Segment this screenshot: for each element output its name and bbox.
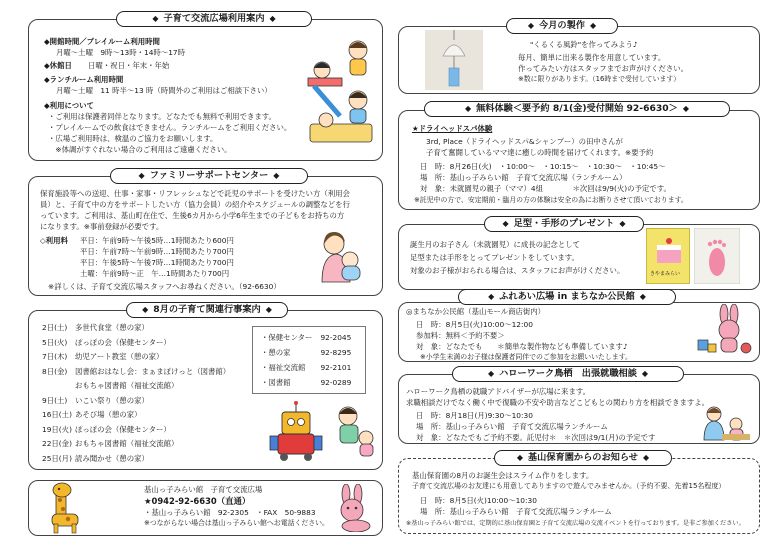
footprint-header (484, 216, 644, 232)
trial-place: 場 所：基山っ子みらい館 子育て交流広場（ランチルーム） (420, 173, 627, 182)
diamond-icon: ◆ (502, 219, 509, 228)
fee-line: 平日：午後5時～午後7時…1時間あたり700円 (80, 258, 234, 267)
event-text: おもちゃ図書館（福祉交流館） (74, 381, 179, 391)
event-text: ぽっぽの会（保健センター） (74, 424, 171, 434)
diamond-icon: ◆ (487, 369, 495, 378)
hellowork-date: 日 時：8月18日(月)9:30～10:30 (416, 411, 533, 420)
usage-line: ・プレイルームでの飲食はできません。ランチルームをご利用ください。 (48, 123, 292, 132)
facility-row (261, 331, 357, 344)
family-support-header (110, 168, 308, 184)
diamond-icon: ◆ (269, 14, 276, 23)
fureai-target: 対 象：どなたでも ＊簡単な製作物なども準備しています♪ (416, 342, 628, 351)
closed-value: 日曜・祝日・年末・年始 (88, 61, 170, 70)
hellowork-header (452, 366, 684, 382)
fureai-fee: 参加料：無料＜予約不要＞ (416, 331, 505, 340)
event-row (42, 321, 233, 336)
diamond-icon: ◆ (152, 14, 159, 23)
hellowork-place: 場 所：基山っ子みらい館 子育て交流広場ランチルーム (416, 422, 608, 431)
event-date: 9日(土) (42, 395, 68, 405)
craft-line: "くるくる風鈴"を作ってみよう♪ (530, 40, 638, 49)
nursery-note: ※基山っ子みらい館では、定期的に基山保育園と子育て交流広場の交流イベントを行っております。是非ご参加ください。 (406, 520, 745, 527)
diamond-icon: ◆ (589, 21, 597, 30)
hellowork-lead: 求職相談だけでなく働く中で復職の不安や助言などこどもとの関わり方を相談できますよ。 (406, 398, 710, 407)
event-text: 多世代食堂（憩の家） (74, 323, 149, 333)
nursery-date: 日 時：8月5日(火)10:00～10:30 (420, 496, 537, 505)
diamond-icon: ◆ (142, 305, 149, 314)
nursery-lead: 子育て交流広場のお友達にも用意してありますので遊んでみませんか。（予約不要、先着15名程度） (412, 482, 726, 490)
event-row (42, 437, 233, 452)
diamond-icon: ◆ (273, 171, 280, 180)
event-row (42, 336, 233, 351)
event-date: 8日(金) (42, 366, 68, 376)
contact-line: ・基山っ子みらい館 92-2305 ・FAX 50-9883 (144, 508, 316, 517)
diamond-icon: ◆ (464, 104, 472, 113)
event-row (42, 350, 233, 365)
facility-tel: 92-0289 (320, 377, 352, 387)
footprint-card-text: きやまみらい (650, 271, 681, 277)
footprint-line: 誕生月のお子さん（未就園児）に成長の記念として (410, 240, 580, 249)
trial-header (424, 101, 730, 117)
trial-note: ※託児中の方で、安定期前・臨月の方の体験は安全の為にお断りさせて頂いております。 (414, 196, 688, 204)
facility-row (261, 346, 357, 359)
craft-line: 作ってみたい方はスタッフまでお声がけください。 (518, 64, 688, 73)
fureai-subtitle: ◎まちなか公民館（基山モール商店街内） (406, 307, 546, 316)
fee-line: 土曜：午前9時～正 午…1時間あたり700円 (80, 269, 230, 278)
footprint-line: 対象のお子様がおられる場合は、スタッフにお声がけください。 (410, 266, 625, 275)
event-text: 幼児アート教室（憩の家） (74, 352, 164, 362)
cake-icon (647, 231, 691, 271)
diamond-icon: ◆ (138, 171, 145, 180)
event-row (42, 365, 233, 380)
lunch-line: 月曜～土曜 11 時半～13 時（時間外のご利用はご相談下さい） (56, 86, 272, 95)
event-text: 読み聞かせ（憩の家） (74, 453, 149, 463)
diamond-icon: ◆ (265, 305, 272, 314)
bunny-illustration (332, 484, 376, 532)
kids-playing-illustration (300, 38, 380, 146)
footprint-line: 足型または手形をとってプレゼントをしています。 (410, 253, 579, 262)
lunch-title: ◆ランチルーム利用時間 (44, 75, 124, 84)
mother-child-illustration (700, 404, 752, 442)
event-text: ぽっぽの会（保健センター） (74, 337, 171, 347)
event-date: 19日(火) (42, 424, 72, 434)
trial-lead: 3rd, Place（ドライヘッドスパ&シャンプー）の田中さんが (426, 137, 623, 146)
diamond-icon: ◆ (642, 453, 650, 462)
facility-row (261, 376, 357, 389)
nursery-place: 場 所：基山っ子みらい館 子育て交流広場ランチルーム (420, 507, 612, 516)
event-date: 22日(金) (42, 439, 72, 449)
footprint-print-photo (694, 228, 740, 284)
event-date: 7日(木) (42, 352, 68, 362)
trial-date: 日 時：8月26日(火) ・10:00～ ・10:15～ ・10:30～ ・10:45～ (420, 162, 666, 171)
hours-title: ◆開館時間／プレイルーム利用時間 (44, 37, 160, 46)
event-date: 25日(月) (42, 453, 72, 463)
diamond-icon: ◆ (682, 104, 690, 113)
contact-note: ※つながらない場合は基山っ子みらい館へお電話ください。 (144, 519, 329, 527)
hellowork-title: ハローワーク鳥栖 出張就職相談 (499, 368, 637, 379)
hellowork-lead: ハローワーク鳥栖の就職アドバイザーが広場に来ます。 (406, 387, 591, 396)
facility-tel: 92-2101 (320, 362, 352, 372)
craft-line: 毎月、簡単に出来る製作を用意しています。 (518, 53, 666, 62)
trial-target: 対 象：未就園児の親子（ママ）4組 ＊次回は9/9(火)の予定です。 (420, 184, 671, 193)
family-desc-line: になります。※事前登録が必要です。 (40, 222, 164, 231)
facility-row (261, 361, 357, 374)
wind-chime-photo (425, 30, 483, 90)
event-date: 5日(火) (42, 337, 68, 347)
facility-name: ・憩の家 (261, 347, 291, 357)
diamond-icon: ◆ (516, 453, 523, 462)
craft-line: ※数に限りがあります。（16時まで受付しています） (518, 75, 681, 83)
event-date: 16日(土) (42, 410, 72, 420)
plaza-info-title: 子育て交流広場利用案内 (163, 13, 265, 24)
family-note: ※詳しくは、子育て交流広場スタッフへお尋ねください。（92-6630） (48, 282, 281, 291)
facility-tel: 92-2045 (320, 332, 352, 342)
giraffe-illustration (42, 482, 88, 534)
usage-line: ・広場ご利用時は、検温のご協力をお願いします。 (48, 134, 218, 143)
event-row (42, 379, 233, 394)
event-row (42, 394, 233, 409)
event-text: おもちゃ図書館（福祉交流館） (74, 439, 179, 449)
mother-baby-illustration (316, 232, 366, 284)
diamond-icon: ◆ (639, 292, 646, 301)
event-row (42, 452, 233, 467)
event-text: 図書館おはなし会：まぁまぽけっと（図書館） (74, 366, 231, 376)
footprint-card-photo (646, 228, 690, 284)
events-header (126, 302, 288, 318)
trial-subtitle: ★ドライヘッドスパ体験 (412, 124, 493, 133)
family-desc-line: っています。ご利用は、基山町在住で、生後6カ月から小学6年生までの子どもをお持ちの方 (40, 211, 345, 220)
trial-title: 無料体験＜要予約 8/1(金)受付開始 92-6630＞ (476, 103, 678, 114)
fureai-note: ※小学生未満のお子様は保護者同伴でのご参加をお願いいたします。 (420, 353, 632, 361)
event-date (42, 379, 75, 394)
plaza-info-header (116, 11, 312, 27)
fureai-date: 日 時：8月5日(火)10:00～12:00 (416, 320, 533, 329)
fee-line: 平日：午前9時～午後5時…1時間あたり600円 (80, 236, 234, 245)
event-row (42, 408, 233, 423)
family-desc-line: 保育施設等への送迎、仕事・家事・リフレッシュなどで託児のサポートを受けたい方（利用会 (40, 189, 350, 198)
trial-lead: 子育て奮闘しているママ達に癒しの時間を届けてくれます。※要予約 (426, 148, 654, 157)
usage-line: ※体調がすぐれない場合のご利用はご遠慮ください。 (48, 145, 232, 154)
facility-phone-box (252, 326, 366, 394)
bunny-toys-illustration (694, 304, 754, 356)
events-title: 8月の子育て関連行事案内 (153, 304, 261, 315)
robot-kids-illustration (268, 398, 378, 462)
craft-header (506, 18, 618, 34)
closed-title: ◆休館日 (44, 61, 72, 70)
event-text: あそび場（憩の家） (74, 410, 142, 420)
event-date: 2日(土) (42, 323, 68, 333)
hours-line: 月曜～土曜 9時～13時・14時～17時 (56, 48, 185, 57)
facility-name: ・保健センター (261, 332, 313, 342)
facility-name: ・福祉交流館 (261, 362, 306, 372)
event-row (42, 423, 233, 438)
nursery-title: 基山保育園からのお知らせ (528, 452, 638, 463)
diamond-icon: ◆ (527, 21, 535, 30)
facility-name: ・図書館 (261, 377, 291, 387)
footprint-title: 足型・手形のプレゼント (513, 218, 615, 229)
facility-tel: 92-8295 (320, 347, 352, 357)
diamond-icon: ◆ (641, 369, 649, 378)
contact-main-tel: ★0942-92-6630（直通） (144, 496, 251, 506)
fureai-header (458, 289, 676, 305)
hellowork-target: 対 象：どなたでもご予約不要。託児付＊ ＊次回は9/1(月)の予定です (416, 433, 656, 442)
event-text: いこい祭り（憩の家） (74, 395, 149, 405)
nursery-header (494, 450, 672, 466)
craft-title: 今月の製作 (539, 20, 585, 31)
diamond-icon: ◆ (488, 292, 495, 301)
fee-label: ◇利用料 (40, 236, 68, 245)
fee-line: 平日：午前7時～午前9時…1時間あたり700円 (80, 247, 234, 256)
family-support-title: ファミリーサポートセンター (149, 170, 269, 181)
events-list (42, 321, 233, 466)
fureai-title: ふれあい広場 in まちなか公民館 (499, 291, 635, 302)
usage-title: ◆利用について (44, 101, 94, 110)
nursery-lead: 基山保育園の8月のお誕生会はスライム作りをします。 (412, 471, 594, 480)
family-desc-line: 員）と、子育て中の方をサポートしたい方（協力会員）の紹介やスケジュールの調整などを行 (40, 200, 350, 209)
diamond-icon: ◆ (619, 219, 626, 228)
usage-line: ・ご利用は保護者同伴となります。どなたでも無料で利用できます。 (48, 112, 276, 121)
contact-line: 基山っ子みらい館 子育て交流広場 (144, 485, 263, 494)
